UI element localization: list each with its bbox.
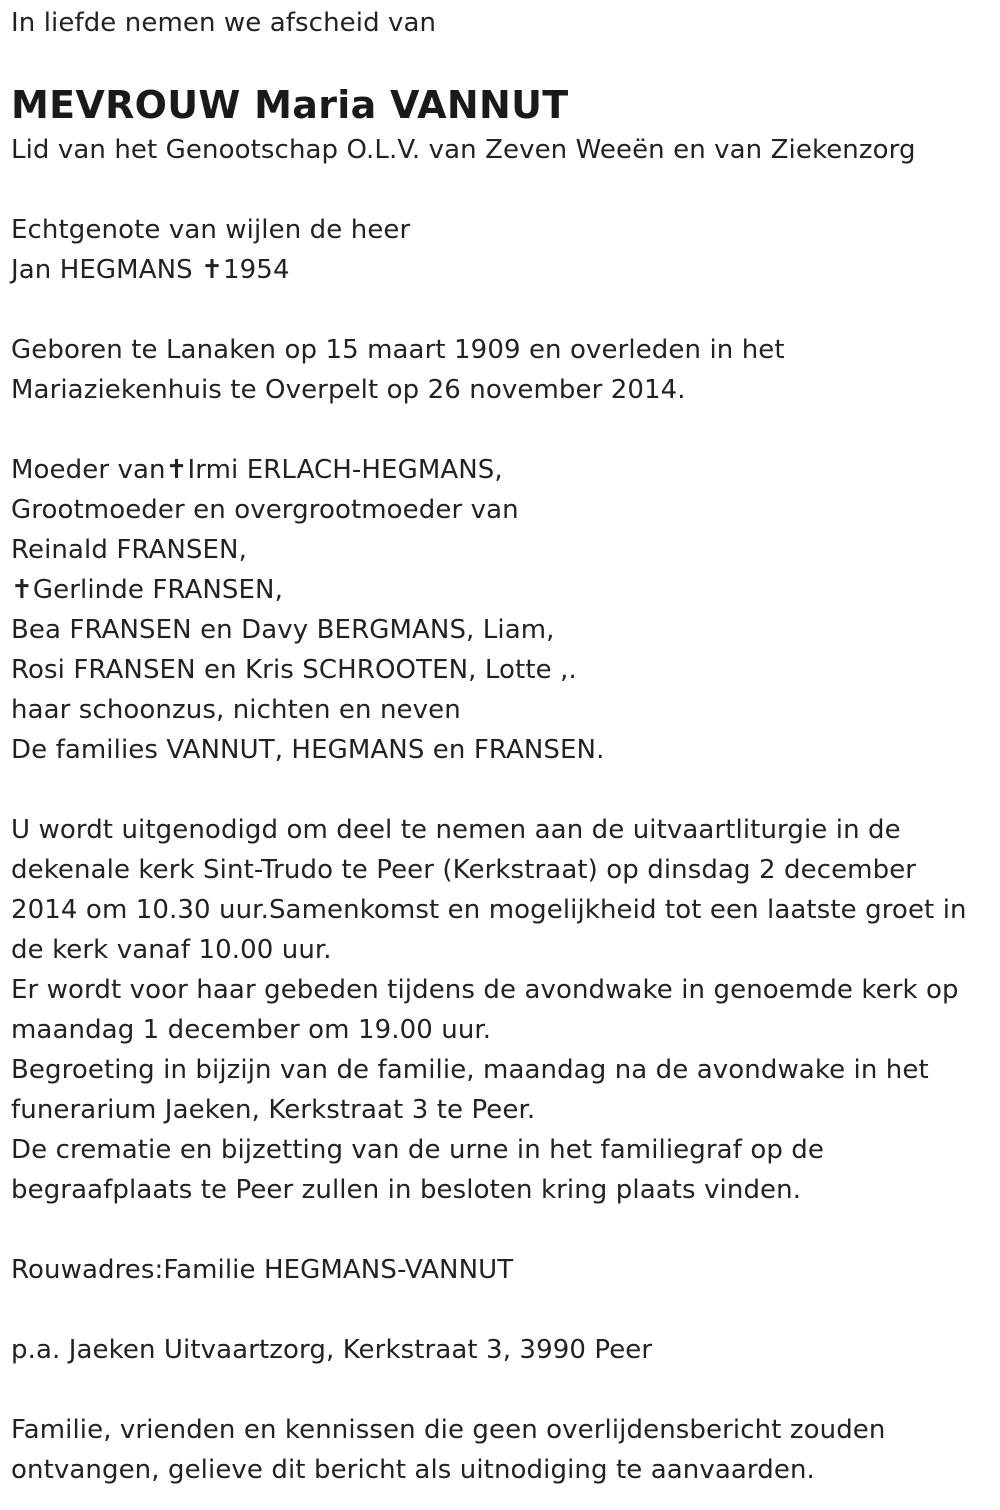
ceremony-line: funerarium Jaeken, Kerkstraat 3 te Peer. bbox=[11, 1095, 536, 1125]
family-member: De families VANNUT, HEGMANS en FRANSEN. bbox=[11, 735, 605, 765]
ceremony-line: dekenale kerk Sint-Trudo te Peer (Kerkstraat) op dinsdag 2 december bbox=[11, 855, 917, 885]
spacer bbox=[11, 1210, 991, 1250]
birth-line-2: Mariaziekenhuis te Overpelt op 26 november 2014. bbox=[11, 375, 686, 405]
cross-icon: ✝ bbox=[201, 255, 224, 285]
family-member: haar schoonzus, nichten en neven bbox=[11, 695, 461, 725]
cross-icon: ✝ bbox=[165, 455, 188, 485]
spouse-death-year: 1954 bbox=[223, 255, 290, 285]
ceremony-line: Er wordt voor haar gebeden tijdens de avondwake in genoemde kerk op bbox=[11, 975, 959, 1005]
birth-line-1: Geboren te Lanaken op 15 maart 1909 en overleden in het bbox=[11, 335, 785, 365]
ceremony-line: de kerk vanaf 10.00 uur. bbox=[11, 935, 332, 965]
family-member-deceased bbox=[11, 570, 991, 610]
mother-line bbox=[11, 450, 991, 490]
ceremony-line: U wordt uitgenodigd om deel te nemen aan de uitvaartliturgie in de bbox=[11, 815, 901, 845]
ceremony-line: 2014 om 10.30 uur.Samenkomst en mogelijkheid tot een laatste groet in bbox=[11, 895, 967, 925]
closing-line: ontvangen, gelieve dit bericht als uitnodiging te aanvaarden. bbox=[11, 1455, 815, 1485]
family-member: Bea FRANSEN en Davy BERGMANS, Liam, bbox=[11, 615, 555, 645]
spouse-name: Jan HEGMANS bbox=[11, 255, 193, 285]
mother-prefix: Moeder van bbox=[11, 455, 166, 485]
closing-line: Familie, vrienden en kennissen die geen overlijdensbericht zouden bbox=[11, 1415, 886, 1445]
spacer bbox=[11, 1290, 991, 1330]
ceremony-line: maandag 1 december om 19.00 uur. bbox=[11, 1015, 492, 1045]
family-member: Reinald FRANSEN, bbox=[11, 535, 247, 565]
family-member-name: Gerlinde FRANSEN, bbox=[32, 575, 283, 605]
family-member: Rosi FRANSEN en Kris SCHROOTEN, Lotte ,. bbox=[11, 655, 577, 685]
spacer bbox=[11, 170, 991, 210]
ceremony-line: De crematie en bijzetting van de urne in het familiegraf op de bbox=[11, 1135, 824, 1165]
spacer bbox=[11, 770, 991, 810]
ceremony-line: begraafplaats te Peer zullen in besloten kring plaats vinden. bbox=[11, 1175, 802, 1205]
membership-line: Lid van het Genootschap O.L.V. van Zeven Weeën en van Ziekenzorg bbox=[11, 135, 916, 165]
spacer bbox=[11, 410, 991, 450]
spacer bbox=[11, 1370, 991, 1410]
spacer bbox=[11, 290, 991, 330]
mother-child: Irmi ERLACH-HEGMANS, bbox=[187, 455, 503, 485]
care-of-address: p.a. Jaeken Uitvaartzorg, Kerkstraat 3, 3990 Peer bbox=[11, 1335, 653, 1365]
ceremony-line: Begroeting in bijzijn van de familie, maandag na de avondwake in het bbox=[11, 1055, 929, 1085]
intro-line: In liefde nemen we afscheid van bbox=[11, 8, 437, 38]
death-notice bbox=[11, 0, 991, 1490]
cross-icon: ✝ bbox=[11, 575, 33, 605]
grandmother-line: Grootmoeder en overgrootmoeder van bbox=[11, 495, 519, 525]
mourning-address: Rouwadres:Familie HEGMANS-VANNUT bbox=[11, 1255, 514, 1285]
deceased-name: MEVROUW Maria VANNUT bbox=[11, 83, 569, 127]
spouse-name-line bbox=[11, 250, 991, 290]
spouse-line: Echtgenote van wijlen de heer bbox=[11, 215, 411, 245]
